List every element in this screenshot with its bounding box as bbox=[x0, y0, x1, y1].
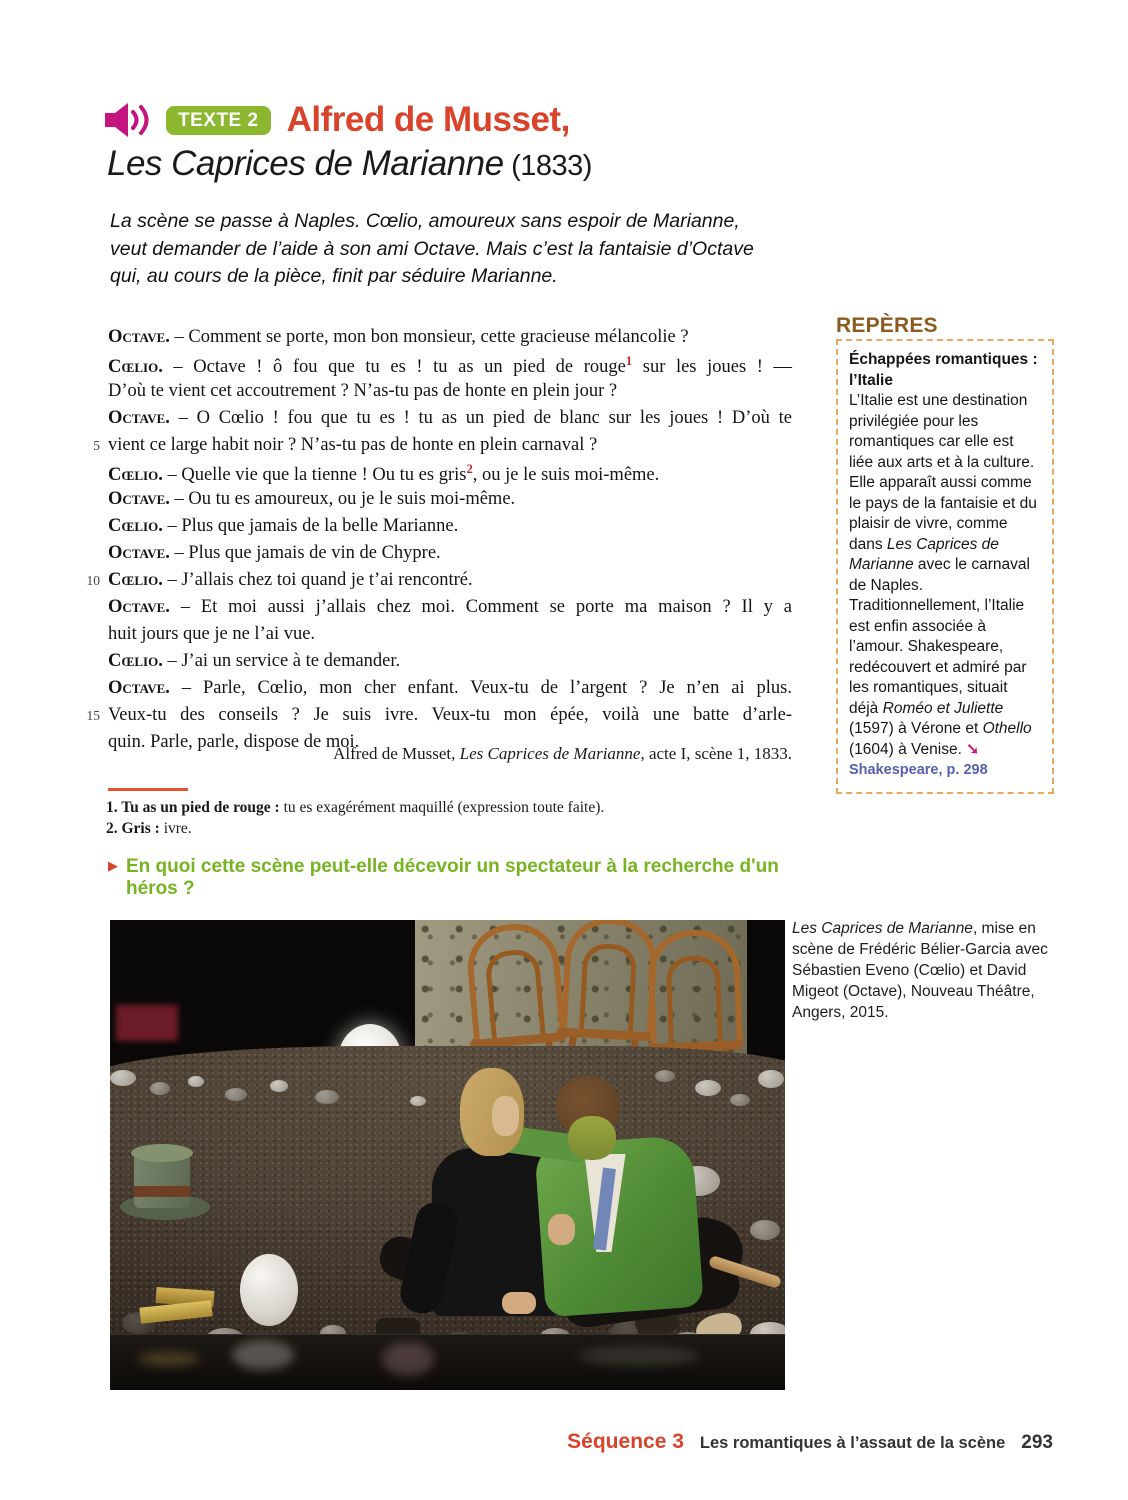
pebble bbox=[655, 1070, 675, 1082]
pebble bbox=[110, 1070, 136, 1086]
sequence-label: Séquence 3 bbox=[567, 1430, 684, 1453]
dialogue-line: 10 Cœlio. – J’allais chez toi quand je t’ai rencontré. bbox=[108, 570, 792, 597]
dialogue-line: Octave. – Et moi aussi j’allais chez moi. Comment se porte ma maison ? Il y a bbox=[108, 597, 792, 617]
dialogue-line: Cœlio. – Octave ! ô fou que tu es ! tu as un pied de rouge$^1$ sur les joues ! — bbox=[108, 354, 792, 378]
work-title: Les Caprices de Marianne (1833) bbox=[107, 144, 592, 183]
dialogue-line: D’où te vient cet accoutrement ? N’as-tu pas de honte en plein jour ? bbox=[108, 381, 618, 401]
pebble bbox=[758, 1070, 784, 1088]
pebble bbox=[695, 1080, 721, 1096]
dialogue-line: Octave. – Plus que jamais de vin de Chypre. bbox=[108, 543, 441, 563]
dialogue-line: 15 Veux-tu des conseils ? Je suis ivre. Veux-tu mon épée, voilà une batte d’arle- bbox=[108, 705, 792, 732]
red-prop bbox=[116, 1005, 178, 1041]
reflection-highlight bbox=[138, 1352, 200, 1366]
pebble bbox=[225, 1088, 247, 1101]
intro-chapeau: La scène se passe à Naples. Cœlio, amoureux sans espoir de Marianne, veut demander de l’aide à son ami Octave. Mais c’est la fantaisie d’Octave qui, au cours de la pièce, finit par séduire Marianne. bbox=[110, 210, 754, 287]
dialogue-line: Cœlio. – J’ai un service à te demander. bbox=[108, 651, 401, 671]
pebble bbox=[730, 1094, 750, 1106]
dialogue-line: 5 vient ce large habit noir ? N’as-tu pas de honte en plein carnaval ? bbox=[108, 435, 792, 462]
pebble bbox=[410, 1096, 426, 1106]
actor-octave-hand bbox=[548, 1214, 575, 1245]
question-text: En quoi cette scène peut-elle décevoir un spectateur à la recherche d'un héros ? bbox=[126, 856, 779, 899]
footnote-rule bbox=[108, 788, 188, 791]
photo-caption: Les Caprices de Marianne, mise en scène de Frédéric Bélier-Garcia avec Sébastien Eveno (Cœlio) et David Migeot (Octave), Nouveau Théâtre, Angers, 2015. bbox=[792, 920, 1048, 1021]
line-number: 5 bbox=[93, 438, 100, 453]
reflection-highlight bbox=[578, 1346, 700, 1366]
line-number: 10 bbox=[86, 573, 100, 588]
dialogue-line: Octave. – Parle, Cœlio, mon cher enfant. Veux-tu de l’argent ? Je n’en ai plus. bbox=[108, 678, 792, 698]
page-number: 293 bbox=[1021, 1432, 1053, 1453]
page-footer bbox=[567, 1430, 1053, 1454]
source-attribution: Alfred de Musset, Les Caprices de Marianne, acte I, scène 1, 1833. bbox=[333, 744, 792, 763]
triangle-bullet-icon: ▶ bbox=[108, 858, 118, 873]
actor-coelio-face bbox=[492, 1096, 519, 1136]
dialogue-line: Cœlio. – Quelle vie que la tienne ! Ou tu es gris$^2$, ou je le suis moi-même. bbox=[108, 462, 660, 486]
top-hat-crown bbox=[131, 1144, 193, 1162]
reperes-heading: REPÈRES bbox=[836, 314, 938, 337]
audio-speaker-icon[interactable] bbox=[104, 101, 150, 139]
actor-octave-green-mask bbox=[568, 1116, 616, 1160]
reflection-highlight bbox=[382, 1342, 434, 1376]
dialogue-line: Cœlio. – Plus que jamais de la belle Marianne. bbox=[108, 516, 459, 536]
play-excerpt bbox=[86, 327, 792, 759]
dialogue-line: huit jours que je ne l’ai vue. bbox=[108, 624, 316, 644]
dialogue-line: Octave. – Comment se porte, mon bon monsieur, cette gracieuse mélancolie ? bbox=[108, 327, 689, 347]
stage-photo bbox=[110, 920, 785, 1390]
pebble bbox=[270, 1080, 288, 1092]
line-number: 15 bbox=[86, 708, 100, 723]
reperes-box: Échappées romantiques : l’Italie L’Italie est une destination privilégiée pour les romantiques car elle est liée aux arts et à la culture. Elle apparaît aussi comme le pays de la fantaisie et du plaisir de vivre, comme dans Les Caprices de Marianne avec le carnaval de Naples. Traditionnellement, l’Italie est enfin associée à l’amour. Shakespeare, redécouvert et admiré par les romantiques, situait déjà Roméo et Juliette (1597) à Vérone et Othello (1604) à Venise. ➘ Shakespeare, p. 298 bbox=[836, 339, 1054, 794]
footnotes bbox=[106, 797, 790, 839]
reflection-highlight bbox=[232, 1340, 294, 1370]
dialogue-line: Octave. – O Cœlio ! fou que tu es ! tu as un pied de blanc sur les joues ! D’où te bbox=[108, 408, 792, 428]
top-hat-band bbox=[134, 1186, 190, 1197]
dialogue-line: Octave. – Ou tu es amoureux, ou je le suis moi-même. bbox=[108, 489, 516, 509]
footnote-1: 1. Tu as un pied de rouge : tu es exagérément maquillé (expression toute faite). bbox=[106, 799, 605, 816]
footnote-2: 2. Gris : ivre. bbox=[106, 820, 192, 837]
chapter-title: Les romantiques à l’assaut de la scène bbox=[699, 1434, 1006, 1452]
white-balloon bbox=[240, 1254, 298, 1326]
pebble bbox=[188, 1076, 204, 1087]
author-name: Alfred de Musset, bbox=[286, 100, 570, 139]
actor-coelio-hands bbox=[502, 1292, 536, 1314]
pebble bbox=[150, 1082, 170, 1095]
pebble bbox=[315, 1090, 339, 1104]
study-question bbox=[108, 856, 828, 900]
header bbox=[104, 100, 570, 140]
dialogue-line: quin. Parle, parle, dispose de moi. bbox=[108, 732, 360, 752]
texte-badge: TEXTE 2 bbox=[166, 106, 271, 135]
rock bbox=[750, 1220, 780, 1240]
